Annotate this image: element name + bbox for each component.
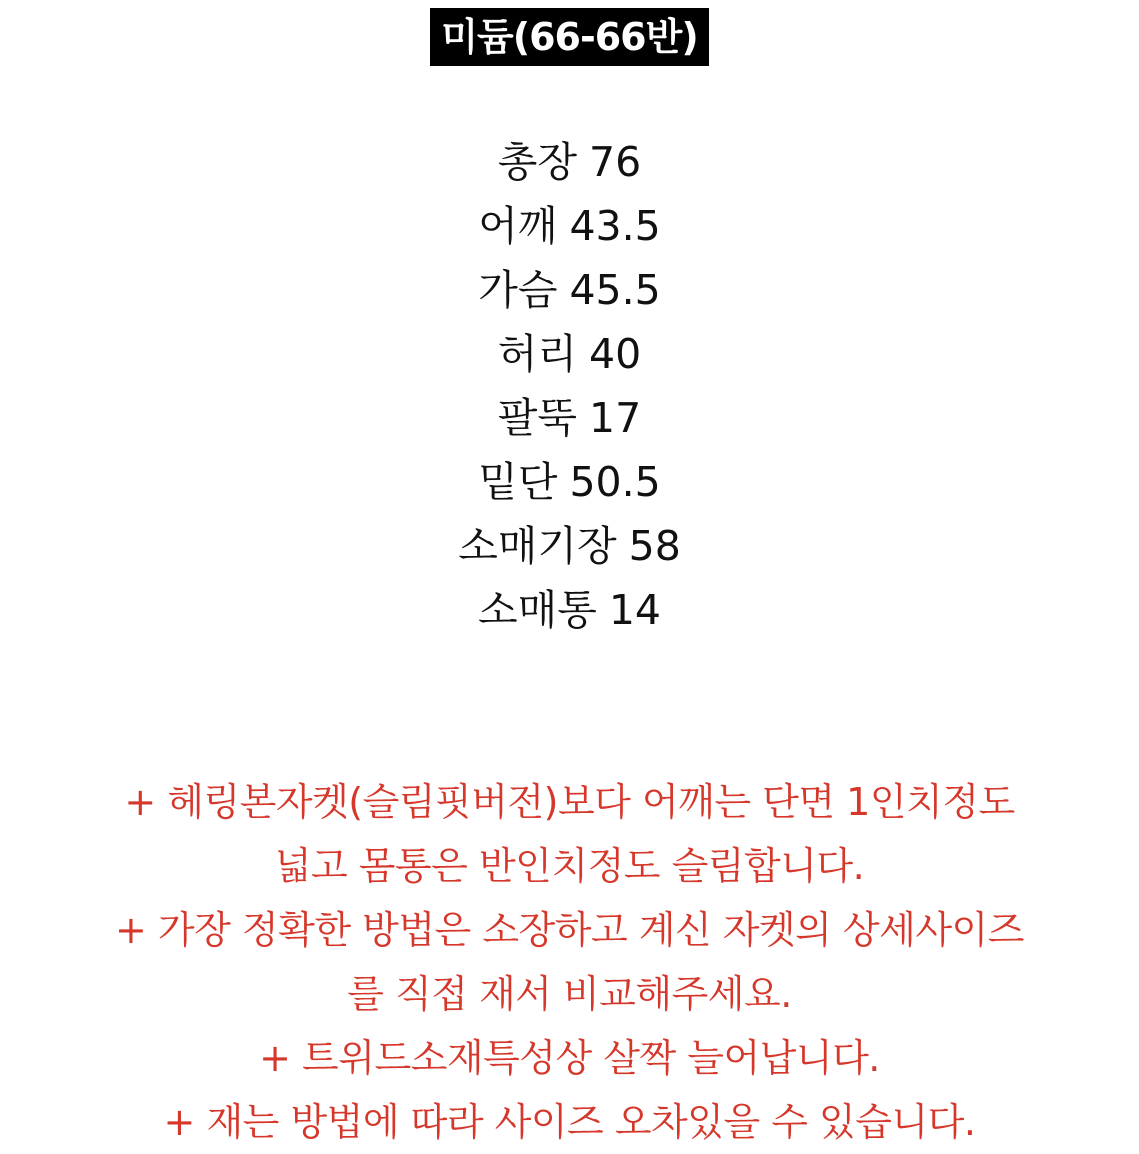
measurement-list: [0, 130, 1139, 642]
measurement-value: 76: [589, 138, 642, 186]
measurement-label: 소매기장: [458, 522, 617, 570]
measurement-row: [0, 322, 1139, 386]
note-line: 를 직접 재서 비교해주세요.: [347, 972, 792, 1016]
measurement-value: 40: [589, 330, 642, 378]
measurement-row: [0, 258, 1139, 322]
measurement-value: 50.5: [569, 458, 661, 506]
measurement-value: 58: [628, 522, 681, 570]
note-line: + 헤링본자켓(슬림핏버전)보다 어깨는 단면 1인치정도: [124, 780, 1015, 824]
measurement-value: 17: [589, 394, 642, 442]
note-line: + 재는 방법에 따라 사이즈 오차있을 수 있습니다.: [163, 1100, 976, 1144]
measurement-row: [0, 386, 1139, 450]
measurement-value: 45.5: [569, 266, 661, 314]
measurement-label: 어깨: [478, 202, 558, 250]
note-line: + 가장 정확한 방법은 소장하고 계신 자켓의 상세사이즈: [115, 908, 1024, 952]
measurement-value: 43.5: [569, 202, 661, 250]
measurement-label: 가슴: [478, 266, 558, 314]
measurement-label: 총장: [497, 138, 578, 186]
note-line: 넓고 몸통은 반인치정도 슬림합니다.: [274, 844, 865, 888]
measurement-row: [0, 450, 1139, 514]
measurement-label: 밑단: [478, 458, 558, 506]
size-title-badge: 미듐(66-66반): [430, 8, 709, 66]
measurement-label: 소매통: [478, 586, 597, 634]
note-line: + 트위드소재특성상 살짝 늘어납니다.: [259, 1036, 880, 1080]
size-notes: [0, 770, 1139, 1154]
measurement-value: 14: [608, 586, 661, 634]
measurement-label: 허리: [497, 330, 578, 378]
measurement-row: [0, 130, 1139, 194]
measurement-row: [0, 578, 1139, 642]
measurement-row: [0, 194, 1139, 258]
measurement-label: 팔뚝: [497, 394, 578, 442]
measurement-row: [0, 514, 1139, 578]
